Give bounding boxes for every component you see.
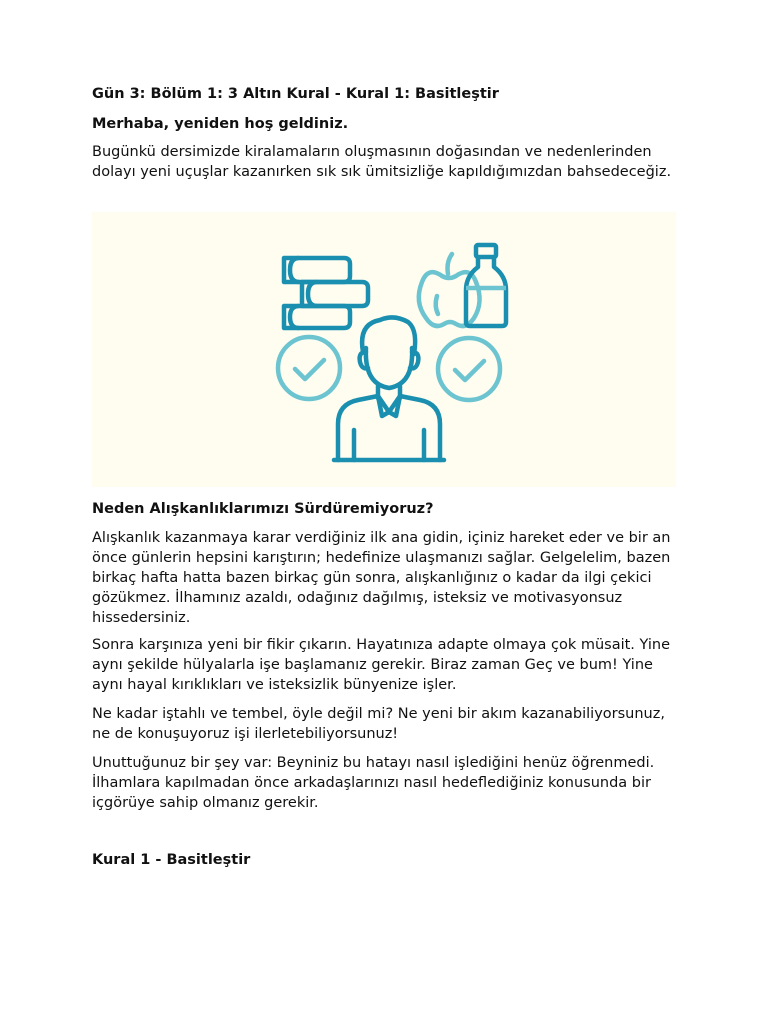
intro-paragraph: Bugünkü dersimizde kiralamaların oluşmasının doğasından ve nedenlerinden dolayı yeni uçuşlar kazanırken sık sık ümitsizliğe kapıldığımızdan bahsedeceğiz. xyxy=(92,144,672,180)
body-paragraph: Alışkanlık kazanmaya karar verdiğiniz ilk ana gidin, içiniz hareket eder ve bir an önce günlerin hepsini karıştırın; hedefinize ulaşmanızı sağlar. Gelgelelim, bazen birkaç hafta hatta bazen birkaç gün sonra, alışkanlığınız o kadar da ilgi çekici gözükmez. İlhamınız azaldı, odağınız dağılmış, isteksiz ve motivasyonsuz hissedersiniz. xyxy=(92,530,671,626)
greeting-heading: Merhaba, yeniden hoş geldiniz. xyxy=(92,116,349,132)
check-circle-icon xyxy=(438,338,500,400)
rule-heading: Kural 1 - Basitleştir xyxy=(92,852,251,868)
illustration-svg xyxy=(92,212,676,487)
body-paragraph: Sonra karşınıza yeni bir fikir çıkarın. Hayatınıza adapte olmaya çok müsait. Yine aynı şekilde hülyalarla işe başlamanız gerekir. Biraz zaman Geç ve bum! Yine aynı hayal kırıklıkları ve isteksizlik bünyenize işler. xyxy=(92,637,670,693)
body-paragraph: Ne kadar iştahlı ve tembel, öyle değil mi? Ne yeni bir akım kazanabiliyorsunuz, ne de konuşuyoruz işi ilerletebiliyorsunuz! xyxy=(92,706,665,742)
person-icon xyxy=(334,317,444,460)
books-icon xyxy=(284,258,368,328)
check-circle-icon xyxy=(278,337,340,399)
body-paragraph: Unuttuğunuz bir şey var: Beyniniz bu hatayı nasıl işlediğini henüz öğrenmedi. İlhamlara kapılmadan önce arkadaşlarınızı nasıl hedeflediğiniz konusunda bir içgörüye sahip olmanız gerekir. xyxy=(92,755,655,811)
document-title: Gün 3: Bölüm 1: 3 Altın Kural - Kural 1: Basitleştir xyxy=(92,86,499,102)
bottle-icon xyxy=(466,245,506,326)
habits-illustration xyxy=(92,212,676,487)
section-heading: Neden Alışkanlıklarımızı Sürdüremiyoruz? xyxy=(92,501,434,517)
